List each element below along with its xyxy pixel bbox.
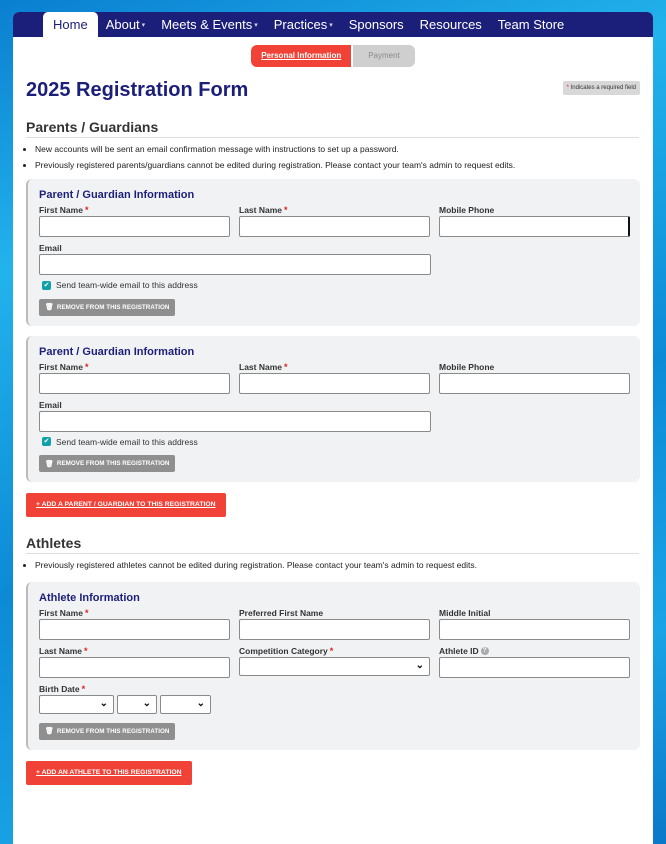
chevron-down-icon: ⌄ [196,698,205,709]
birth-date-label [39,683,630,695]
competition-category-label [239,645,430,657]
parent-card-1 [26,179,640,326]
required-field-note [563,81,640,95]
birth-day-select[interactable] [117,695,157,714]
mobile-phone-label: Mobile Phone [439,205,495,215]
nav-label: Sponsors [348,17,404,32]
required-note-text: Indicates a required field [570,85,636,91]
athletes-notes [35,560,653,570]
last-name-label [239,204,430,216]
chevron-down-icon: ⌄ [415,660,424,671]
first-name-label [39,607,230,619]
nav-sponsors[interactable] [341,12,412,37]
add-athlete-button[interactable]: + ADD AN ATHLETE TO THIS REGISTRATION [26,761,192,785]
checkbox-checked[interactable]: ✔ [43,281,50,289]
page-title: 2025 Registration Form [26,79,249,101]
first-name-label [39,204,230,216]
checkbox-label: Send team-wide email to this address [56,436,198,447]
nav-label: About [105,17,140,32]
athletes-section-title: Athletes [26,535,639,554]
mobile-phone-label: Mobile Phone [439,361,495,372]
trash-icon: 🗑 [45,728,54,735]
required-star: * [84,646,88,656]
remove-parent-1-button[interactable] [39,299,175,316]
label-text: Athlete ID [439,646,479,656]
nav-label: Meets & Events [161,17,253,32]
parent-2-email-input[interactable] [39,411,431,432]
athlete-last-name-input[interactable] [39,657,230,678]
label-text: First Name [39,205,83,215]
parent-1-first-name-input[interactable] [39,216,230,237]
card-title: Parent / Guardian Information [39,189,195,201]
label-text: Competition Category [239,646,328,656]
parent-2-mobile-phone-input[interactable] [439,373,630,394]
athlete-id-input[interactable] [439,657,630,678]
parent-1-email-input[interactable] [39,254,431,275]
athlete-card [26,582,640,750]
remove-athlete-button[interactable] [39,723,175,740]
label-text: Last Name [239,205,282,215]
nav-label: Home [53,17,88,32]
label-text: Last Name [239,361,282,372]
required-star: * [329,646,334,656]
registration-steps [13,45,653,67]
required-star: * [84,608,89,618]
parent-2-first-name-input[interactable] [39,373,230,394]
caret-down-icon: ▾ [329,22,333,29]
chevron-down-icon: ⌄ [99,698,108,709]
first-name-label [39,361,230,373]
nav-resources[interactable] [412,12,490,37]
athlete-first-name-input[interactable] [39,619,230,640]
parent-card-2 [26,336,640,483]
middle-initial-label: Middle Initial [439,608,491,618]
help-icon[interactable]: ? [481,647,489,655]
caret-down-icon: ▾ [141,22,146,29]
card-title: Athlete Information [39,592,140,604]
required-star: * [81,684,86,694]
parents-section-title: Parents / Guardians [26,119,639,138]
label-text: First Name [39,608,83,618]
nav-label: Practices [273,17,328,32]
note-item: • New accounts will be sent an email confirmation message with instructions to set up a password. [35,144,653,154]
button-label: REMOVE FROM THIS REGISTRATION [56,460,170,467]
button-label: REMOVE FROM THIS REGISTRATION [56,727,170,735]
label-text: Birth Date [39,684,80,694]
nav-label: Resources [419,17,482,32]
trash-icon: 🗑 [45,304,54,311]
required-star: * [566,85,569,91]
note-item: • Previously registered athletes cannot be edited during registration. Please contact your team's admin to request edits. [35,560,653,570]
competition-category-select[interactable] [239,657,430,676]
required-star: * [84,361,89,372]
trash-icon: 🗑 [45,460,54,468]
email-label: Email [39,243,62,253]
card-title: Parent / Guardian Information [39,345,195,358]
nav-practices[interactable] [266,12,341,37]
required-star: * [84,205,89,215]
add-parent-button[interactable]: + ADD A PARENT / GUARDIAN TO THIS REGISTRATION [26,493,226,517]
step-payment: Payment [353,45,415,67]
required-star: * [284,361,288,372]
parents-notes [35,144,653,170]
note-item: • Previously registered parents/guardians cannot be edited during registration. Please contact your team's admin to request edits. [35,160,653,170]
last-name-label [239,361,430,373]
parent-2-last-name-input[interactable] [239,373,430,394]
email-label: Email [39,399,62,410]
last-name-label [39,645,230,657]
main-nav [13,12,653,37]
label-text: First Name [39,361,83,372]
required-star: * [284,205,288,215]
nav-home[interactable] [43,12,98,37]
birth-date-selects [39,695,630,714]
athlete-middle-initial-input[interactable] [439,619,630,640]
athlete-preferred-first-name-input[interactable] [239,619,430,640]
nav-meets-events[interactable] [153,12,266,37]
team-email-checkbox-row[interactable] [42,280,630,290]
nav-team-store[interactable] [490,12,572,37]
remove-parent-2-button[interactable] [39,455,175,472]
parent-1-last-name-input[interactable] [239,216,430,237]
chevron-down-icon: ⌄ [142,698,151,709]
page-container [13,12,653,844]
caret-down-icon: ▾ [254,22,258,29]
preferred-first-name-label: Preferred First Name [239,608,324,618]
checkbox-label: Send team-wide email to this address [56,280,198,290]
parent-1-mobile-phone-input[interactable] [439,216,630,237]
button-label: REMOVE FROM THIS REGISTRATION [56,303,170,311]
checkbox-checked[interactable]: ✔ [43,438,50,445]
label-text: Last Name [39,646,82,656]
step-personal-information[interactable]: Personal Information [251,45,351,67]
nav-label: Team Store [497,17,565,32]
team-email-checkbox-row[interactable] [42,437,630,447]
nav-about[interactable] [98,12,154,37]
athlete-id-label [439,645,630,657]
